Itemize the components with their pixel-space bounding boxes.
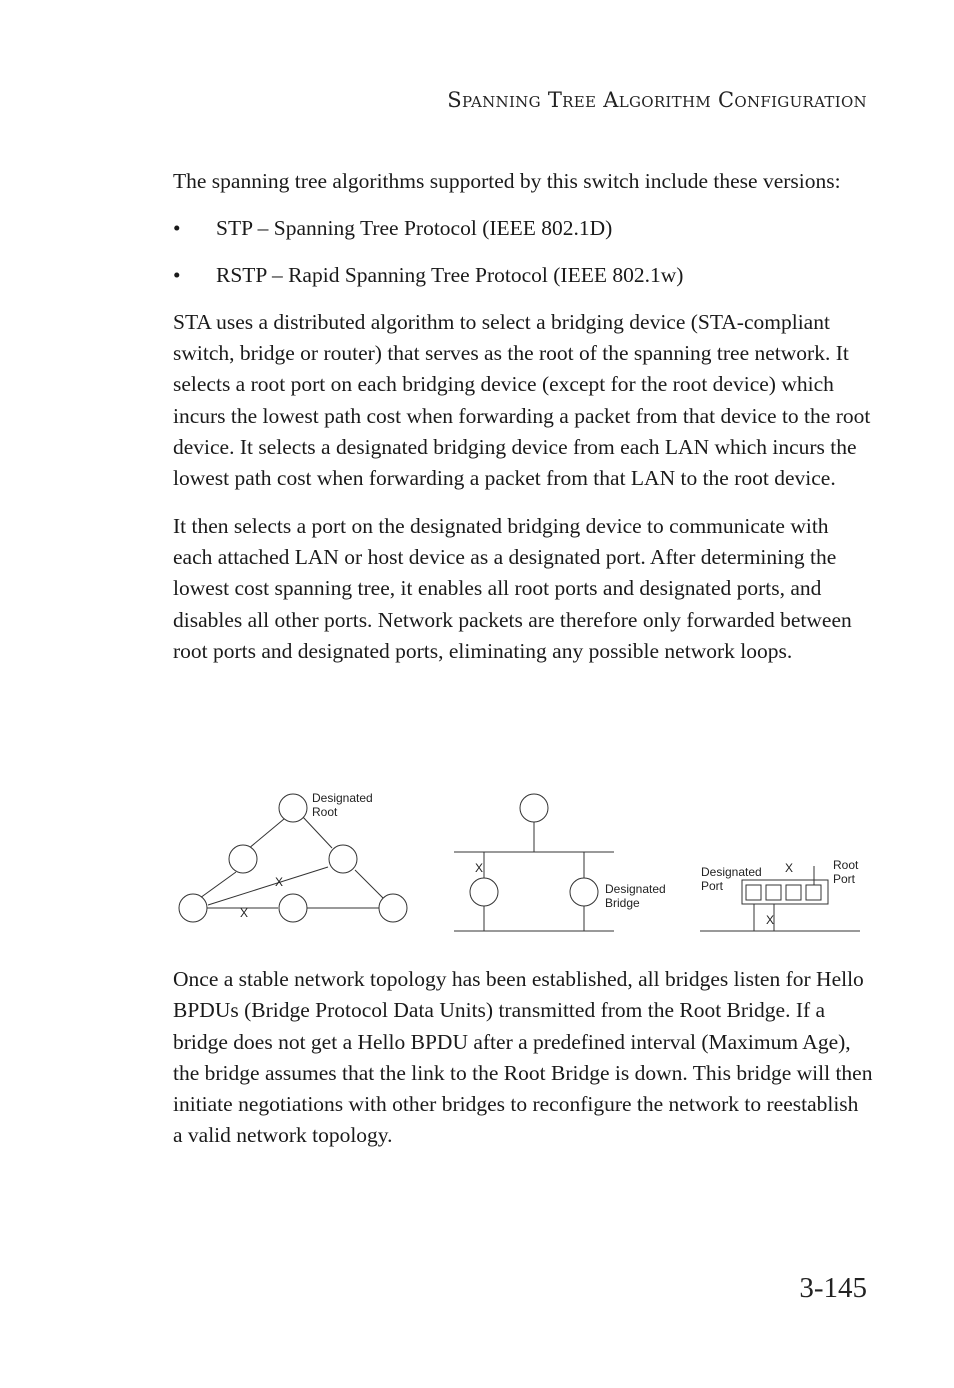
blocked-port-mark: X <box>475 861 484 875</box>
bridge-node <box>329 845 357 873</box>
designated-root-label-2: Root <box>312 805 338 819</box>
root-port-label-2: Port <box>833 872 856 886</box>
protocol-list <box>173 213 873 291</box>
sta-paragraph: STA uses a distributed algorithm to select a bridging device (STA-compliant switch, bridge or router) that serves as the root of the spanning tree network. It selects a root port on each bridging device (except for the root device) which incurs the lowest path cost when forwarding a packet from that device to the root device. It selects a designated bridging device from each LAN which incurs the lowest path cost when forwarding a packet from that LAN to the root device. <box>173 309 871 491</box>
running-header: Spanning Tree Algorithm Configuration <box>447 88 867 112</box>
root-bridge-node <box>520 794 548 822</box>
sta-topology-figure <box>172 786 864 936</box>
body-text <box>173 166 873 683</box>
topology-diagrams <box>172 786 864 936</box>
designated-bridge-label: Designated <box>605 882 666 896</box>
bridge-node <box>229 845 257 873</box>
list-item <box>173 260 873 291</box>
link <box>208 867 328 905</box>
blocked-port-mark: X <box>766 913 775 927</box>
list-item <box>173 213 873 244</box>
designated-bridge-node <box>570 878 598 906</box>
root-port-label: Root <box>833 858 859 872</box>
root-bridge-node <box>279 794 307 822</box>
designated-bridge-label-2: Bridge <box>605 896 640 910</box>
list-item-text: STP – Spanning Tree Protocol (IEEE 802.1D) <box>216 216 613 241</box>
link <box>248 819 284 849</box>
bullet-marker: • <box>173 216 181 241</box>
designated-port-paragraph: It then selects a port on the designated bridging device to communicate with each attached LAN or host device as a designated port. After determining the lowest cost spanning tree, it enables all root ports and designated ports, and disables all other ports. Network packets are therefore only forwarded between root ports and designated ports, eliminating any possible network loops. <box>173 513 852 663</box>
blocked-port-mark: X <box>785 861 794 875</box>
designated-port-label: Designated <box>701 865 762 879</box>
page-number: 3-145 <box>799 1272 867 1304</box>
intro-paragraph: The spanning tree algorithms supported by this switch include these versions: <box>173 169 841 193</box>
designated-port-label-2: Port <box>701 879 724 893</box>
bridge-node <box>379 894 407 922</box>
diagram-designated-root <box>179 794 407 922</box>
bridge-node <box>279 894 307 922</box>
designated-root-label: Designated <box>312 791 373 805</box>
bullet-marker: • <box>173 262 181 287</box>
blocked-port-mark: X <box>240 906 249 920</box>
list-item-text: RSTP – Rapid Spanning Tree Protocol (IEEE 802.1w) <box>216 262 684 287</box>
bridge-node <box>470 878 498 906</box>
link <box>302 816 332 848</box>
bridge-node <box>179 894 207 922</box>
blocked-port-mark: X <box>275 875 284 889</box>
closing-text <box>173 964 873 1168</box>
link <box>355 870 384 899</box>
hello-bpdu-paragraph: Once a stable network topology has been established, all bridges listen for Hello BPDUs (Bridge Protocol Data Units) transmitted from the Root Bridge. If a bridge does not get a Hello BPDU after a predefined interval (Maximum Age), the bridge assumes that the link to the Root Bridge is down. This bridge will then initiate negotiations with other bridges to reconfigure the network to reestablish a valid network topology. <box>173 967 873 1148</box>
link <box>200 872 236 898</box>
